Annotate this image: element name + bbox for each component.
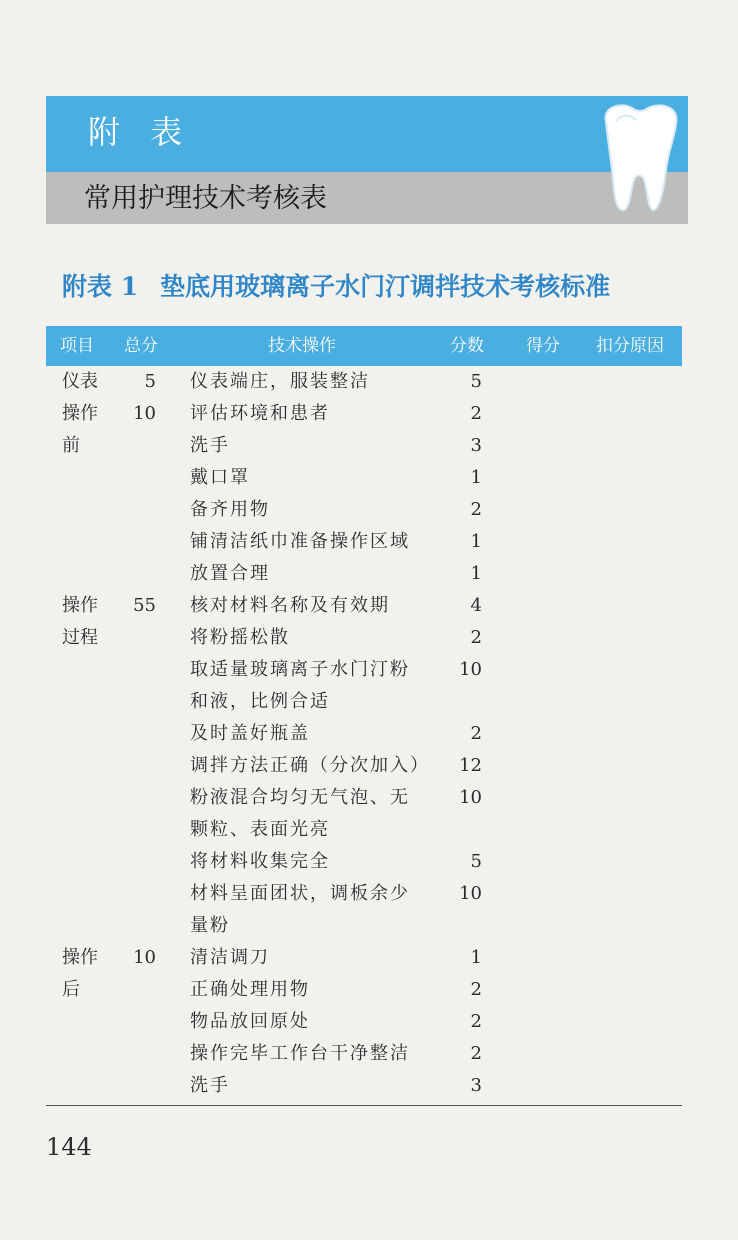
cell-score: 1 — [470, 947, 482, 968]
cell-operation: 洗手 — [190, 1075, 230, 1096]
table-row — [0, 654, 738, 686]
cell-score: 4 — [470, 595, 482, 616]
cell-operation: 取适量玻璃离子水门汀粉 — [190, 659, 410, 680]
cell-item: 后 — [62, 979, 80, 1000]
cell-operation: 将材料收集完全 — [190, 851, 330, 872]
cell-operation: 核对材料名称及有效期 — [190, 595, 390, 616]
cell-operation: 洗手 — [190, 435, 230, 456]
table-row — [0, 1006, 738, 1038]
section-subtitle: 常用护理技术考核表 — [84, 183, 327, 214]
col-header-item: 项目 — [60, 336, 94, 356]
cell-operation: 量粉 — [190, 915, 230, 936]
cell-score: 10 — [459, 659, 482, 680]
col-header-operation: 技术操作 — [268, 336, 336, 356]
cell-operation: 和液，比例合适 — [190, 691, 330, 712]
cell-item: 操作 — [62, 947, 98, 968]
table-row — [0, 814, 738, 846]
table-row — [0, 878, 738, 910]
cell-operation: 清洁调刀 — [190, 947, 270, 968]
page-number: 144 — [46, 1133, 92, 1161]
table-row — [0, 782, 738, 814]
table-row — [0, 1038, 738, 1070]
table-row — [0, 494, 738, 526]
cell-score: 10 — [459, 883, 482, 904]
cell-operation: 调拌方法正确（分次加入） — [190, 755, 430, 776]
cell-score: 10 — [459, 787, 482, 808]
cell-score: 2 — [470, 499, 482, 520]
table-row — [0, 974, 738, 1006]
table-row — [0, 1070, 738, 1102]
cell-operation: 颗粒、表面光亮 — [190, 819, 330, 840]
cell-score: 1 — [470, 531, 482, 552]
cell-score: 1 — [470, 563, 482, 584]
cell-item: 前 — [62, 435, 80, 456]
cell-operation: 物品放回原处 — [190, 1011, 310, 1032]
table-row — [0, 526, 738, 558]
cell-total: 55 — [133, 595, 156, 616]
table-row — [0, 366, 738, 398]
table-row — [0, 398, 738, 430]
table-caption-title: 垫底用玻璃离子水门汀调拌技术考核标准 — [160, 272, 611, 301]
cell-item: 操作 — [62, 403, 98, 424]
cell-operation: 将粉摇松散 — [190, 627, 290, 648]
table-row — [0, 558, 738, 590]
table-caption — [62, 270, 610, 304]
col-header-total: 总分 — [124, 336, 158, 356]
cell-operation: 正确处理用物 — [190, 979, 310, 1000]
cell-score: 5 — [470, 851, 482, 872]
cell-operation: 粉液混合均匀无气泡、无 — [190, 787, 410, 808]
cell-score: 5 — [470, 371, 482, 392]
col-header-obtained: 得分 — [526, 336, 560, 356]
tooth-icon — [594, 100, 684, 218]
cell-score: 3 — [470, 435, 482, 456]
cell-operation: 及时盖好瓶盖 — [190, 723, 310, 744]
cell-score: 12 — [459, 755, 482, 776]
col-header-deduction-reason: 扣分原因 — [596, 336, 664, 356]
cell-item: 过程 — [62, 627, 98, 648]
cell-score: 3 — [470, 1075, 482, 1096]
table-row — [0, 430, 738, 462]
cell-operation: 仪表端庄，服装整洁 — [190, 371, 370, 392]
table-row — [0, 686, 738, 718]
cell-score: 1 — [470, 467, 482, 488]
cell-score: 2 — [470, 1011, 482, 1032]
cell-operation: 放置合理 — [190, 563, 270, 584]
table-row — [0, 942, 738, 974]
cell-operation: 铺清洁纸巾准备操作区域 — [190, 531, 410, 552]
cell-item: 操作 — [62, 595, 98, 616]
table-row — [0, 846, 738, 878]
table-row — [0, 590, 738, 622]
cell-score: 2 — [470, 1043, 482, 1064]
table-row — [0, 910, 738, 942]
cell-score: 2 — [470, 979, 482, 1000]
cell-operation: 戴口罩 — [190, 467, 250, 488]
cell-total: 5 — [144, 371, 156, 392]
table-header — [46, 326, 682, 366]
cell-total: 10 — [133, 403, 156, 424]
table-row — [0, 750, 738, 782]
cell-operation: 操作完毕工作台干净整洁 — [190, 1043, 410, 1064]
cell-score: 2 — [470, 403, 482, 424]
table-caption-label: 附表 1 — [62, 272, 139, 301]
table-row — [0, 622, 738, 654]
cell-operation: 材料呈面团状，调板余少 — [190, 883, 410, 904]
table-row — [0, 462, 738, 494]
cell-score: 2 — [470, 723, 482, 744]
cell-score: 2 — [470, 627, 482, 648]
table-row — [0, 718, 738, 750]
col-header-score: 分数 — [450, 336, 484, 356]
cell-operation: 评估环境和患者 — [190, 403, 330, 424]
section-title: 附 表 — [88, 113, 193, 151]
cell-total: 10 — [133, 947, 156, 968]
cell-item: 仪表 — [62, 371, 98, 392]
cell-operation: 备齐用物 — [190, 499, 270, 520]
table-bottom-rule — [46, 1105, 682, 1106]
